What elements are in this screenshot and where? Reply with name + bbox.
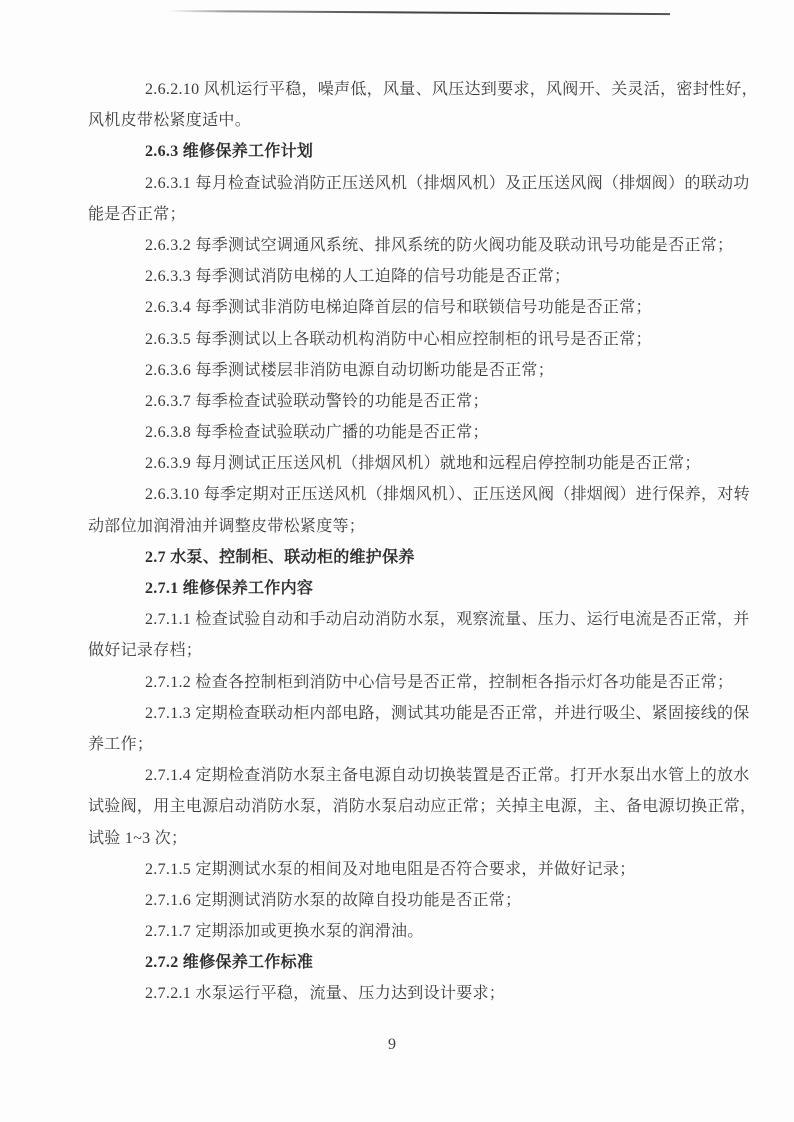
clause-2-6-3-10: 2.6.3.10 每季定期对正压送风机（排烟风机）、正压送风阀（排烟阀）进行保养，对转 [145, 486, 750, 504]
clause-2-7-1-3-cont: 养工作； [88, 735, 154, 753]
clause-2-6-3-9: 2.6.3.9 每月测试正压送风机（排烟风机）就地和远程启停控制功能是否正常； [145, 455, 701, 473]
clause-2-6-3-5: 2.6.3.5 每季测试以上各联动机构消防中心相应控制柜的讯号是否正常； [145, 330, 652, 348]
clause-2-6-3-10-cont: 动部位加润滑油并调整皮带松紧度等； [88, 517, 366, 535]
clause-2-7-1-4-cont-2: 试验 1~3 次； [88, 829, 188, 847]
document-body [88, 74, 758, 1010]
clause-2-7-1-7: 2.7.1.7 定期添加或更换水泵的润滑油。 [145, 923, 424, 941]
clause-2-6-3-1: 2.6.3.1 每月检查试验消防正压送风机（排烟风机）及正压送风阀（排烟阀）的联动功 [145, 174, 750, 192]
clause-2-6-3-2: 2.6.3.2 每季测试空调通风系统、排风系统的防火阀功能及联动讯号功能是否正常； [145, 236, 734, 254]
clause-2-6-3-7: 2.6.3.7 每季检查试验联动警铃的功能是否正常； [145, 392, 489, 410]
clause-2-7-1-6: 2.7.1.6 定期测试消防水泵的故障自投功能是否正常； [145, 891, 522, 909]
clause-2-6-3-8: 2.6.3.8 每季检查试验联动广播的功能是否正常； [145, 424, 489, 442]
clause-2-6-3-1-cont: 能是否正常； [88, 205, 186, 223]
clause-2-7-1-2: 2.7.1.2 检查各控制柜到消防中心信号是否正常，控制柜各指示灯各功能是否正常； [145, 673, 734, 691]
heading-2-7-2: 2.7.2 维修保养工作标准 [145, 954, 314, 972]
clause-2-6-3-4: 2.6.3.4 每季测试非消防电梯迫降首层的信号和联锁信号功能是否正常； [145, 299, 652, 317]
heading-2-6-3: 2.6.3 维修保养工作计划 [145, 143, 314, 161]
clause-2-7-1-5: 2.7.1.5 定期测试水泵的相间及对地电阻是否符合要求，并做好记录； [145, 860, 636, 878]
page-number: 9 [388, 1036, 396, 1053]
clause-2-6-3-3: 2.6.3.3 每季测试消防电梯的人工迫降的信号功能是否正常； [145, 268, 571, 286]
clause-2-7-1-1: 2.7.1.1 检查试验自动和手动启动消防水泵，观察流量、压力、运行电流是否正常，并 [145, 611, 750, 629]
clause-2-7-1-1-cont: 做好记录存档； [88, 642, 203, 660]
clause-2-7-1-4: 2.7.1.4 定期检查消防水泵主备电源自动切换装置是否正常。打开水泵出水管上的放水 [145, 767, 750, 785]
heading-2-7-1: 2.7.1 维修保养工作内容 [145, 580, 314, 597]
clause-2-7-1-3: 2.7.1.3 定期检查联动柜内部电路，测试其功能是否正常，并进行吸尘、紧固接线的保 [145, 704, 750, 722]
clause-2-7-2-1: 2.7.2.1 水泵运行平稳，流量、压力达到设计要求； [145, 985, 506, 1003]
clause-2-6-2-10-cont: 风机皮带松紧度适中。 [88, 112, 252, 130]
heading-2-7: 2.7 水泵、控制柜、联动柜的维护保养 [145, 548, 415, 566]
clause-2-6-3-6: 2.6.3.6 每季测试楼层非消防电源自动切断功能是否正常； [145, 361, 555, 379]
clause-2-7-1-4-cont-1: 试验阀，用主电源启动消防水泵，消防水泵启动应正常；关掉主电源，主、备电源切换正常， [88, 798, 757, 816]
clause-2-6-2-10: 2.6.2.10 风机运行平稳，噪声低，风量、风压达到要求，风阀开、关灵活，密封性好， [145, 81, 758, 98]
scan-artifact-line [168, 10, 670, 15]
